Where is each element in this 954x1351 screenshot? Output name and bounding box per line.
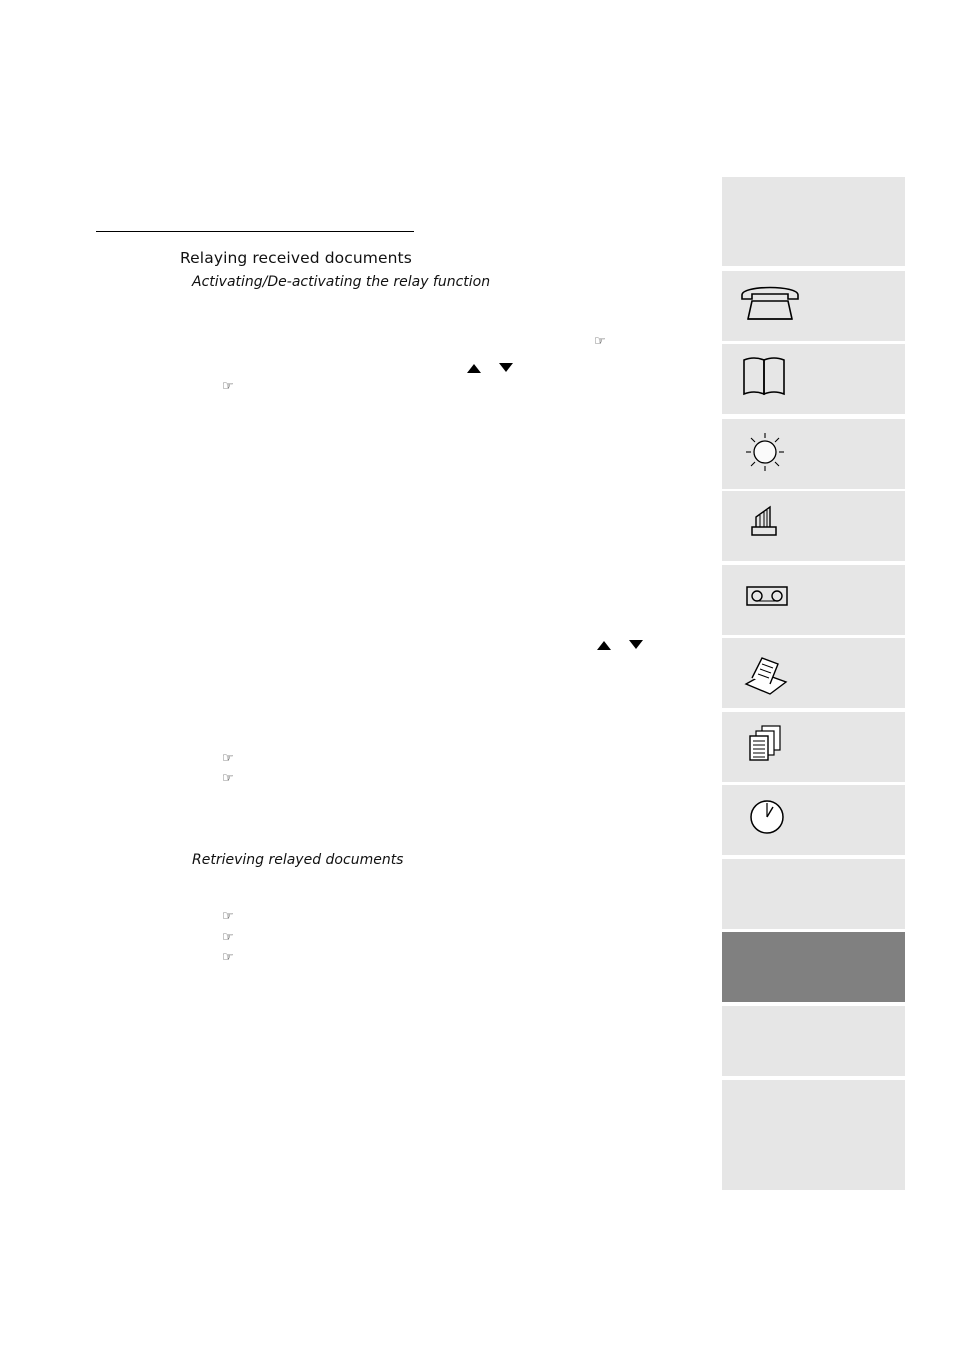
chapter-tab-telephone[interactable] — [722, 271, 905, 341]
pointer-icon: ☞ — [222, 379, 234, 394]
section-rule — [96, 231, 414, 232]
subheading-activate-relay: Activating/De-activating the relay function — [192, 274, 491, 290]
pointer-icon: ☞ — [594, 334, 606, 349]
chapter-tab-copy[interactable] — [722, 712, 905, 782]
pointer-icon: ☞ — [222, 771, 234, 786]
chapter-tab-clock[interactable] — [722, 785, 905, 855]
down-arrow-icon — [629, 640, 643, 649]
chapter-tab-active[interactable] — [722, 932, 905, 1002]
chapter-tab-blank-top[interactable] — [722, 177, 905, 266]
answering-machine-tape-icon — [740, 575, 790, 621]
settings-sun-icon — [740, 429, 790, 475]
telephone-icon — [740, 281, 800, 327]
chapter-tab-fax-machine[interactable] — [722, 638, 905, 708]
pointer-icon: ☞ — [222, 930, 234, 945]
chapter-tab-blank-bottom[interactable] — [722, 1080, 905, 1190]
up-arrow-icon — [597, 641, 611, 650]
chapter-tab-fax-send[interactable] — [722, 491, 905, 561]
chapter-tab-directory[interactable] — [722, 344, 905, 414]
chapter-tab-answering-machine[interactable] — [722, 565, 905, 635]
subheading-retrieve-relayed: Retrieving relayed documents — [192, 852, 404, 868]
down-arrow-icon — [499, 363, 513, 372]
pointer-icon: ☞ — [222, 909, 234, 924]
chapter-tab-settings[interactable] — [722, 419, 905, 489]
directory-book-icon — [740, 354, 790, 400]
copy-documents-icon — [740, 722, 790, 768]
fax-transmission-icon — [740, 501, 790, 547]
chapter-tab-blank[interactable] — [722, 1006, 905, 1076]
chapter-tab-blank[interactable] — [722, 859, 905, 929]
clock-icon — [740, 795, 790, 841]
section-heading: Relaying received documents — [180, 249, 412, 267]
fax-machine-icon — [740, 648, 790, 698]
up-arrow-icon — [467, 364, 481, 373]
pointer-icon: ☞ — [222, 751, 234, 766]
pointer-icon: ☞ — [222, 950, 234, 965]
